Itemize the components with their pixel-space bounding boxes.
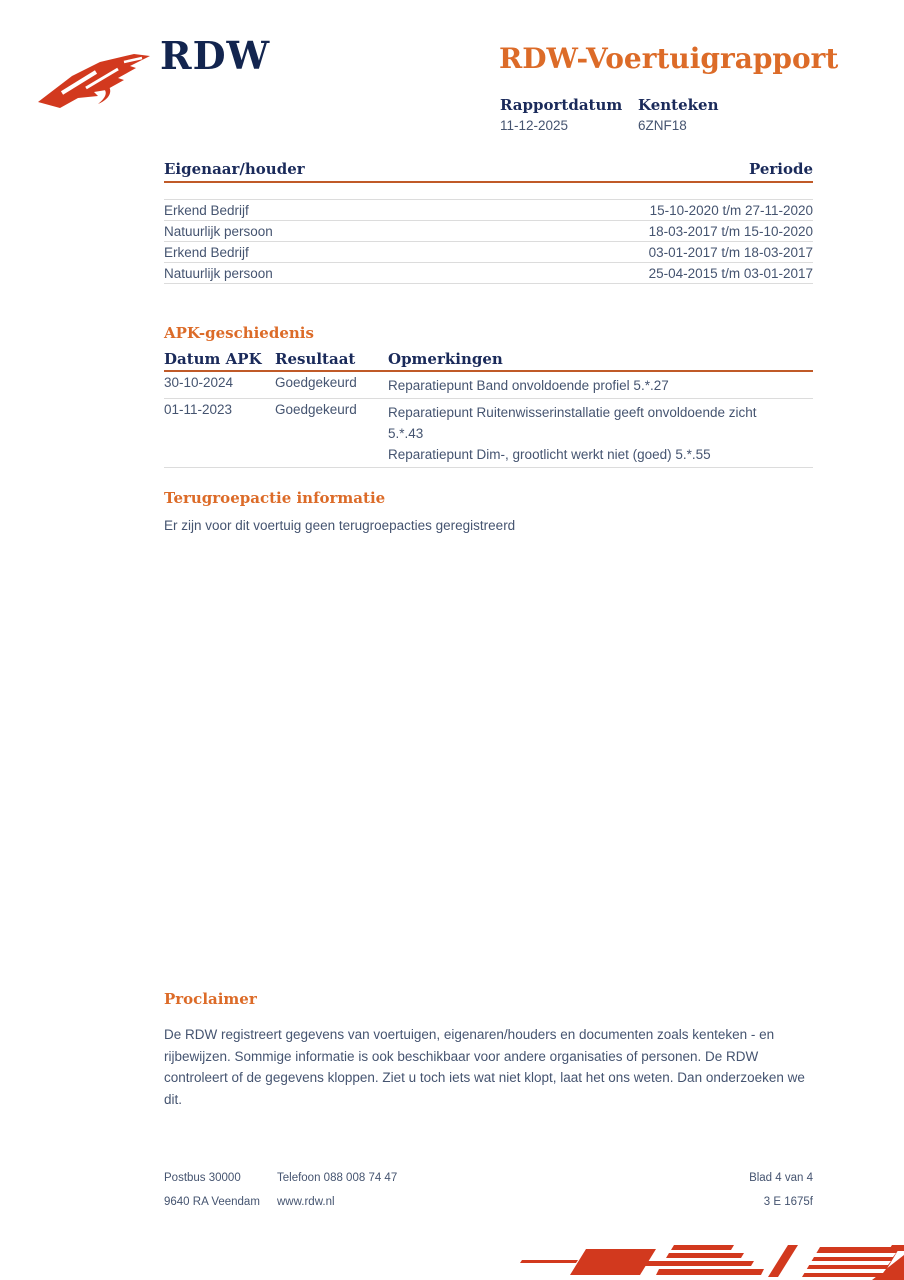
rdw-logo-feather-icon	[38, 52, 153, 114]
owner-column-header: Eigenaar/houder	[164, 160, 305, 178]
report-date-value: 11-12-2025	[500, 118, 569, 133]
owner-cell: Erkend Bedrijf	[164, 202, 249, 218]
apk-result-column-header: Resultaat	[275, 350, 356, 368]
table-row	[164, 242, 813, 263]
apk-result-cell: Goedgekeurd	[275, 402, 357, 417]
proclaimer-section	[164, 990, 814, 1110]
page-title: RDW-Voertuigrapport	[499, 42, 839, 75]
table-row	[164, 263, 813, 284]
footer-website: www.rdw.nl	[277, 1196, 335, 1208]
owner-cell: Erkend Bedrijf	[164, 244, 249, 260]
period-cell: 18-03-2017 t/m 15-10-2020	[648, 223, 813, 239]
period-cell: 03-01-2017 t/m 18-03-2017	[648, 244, 813, 260]
footer-form-code: 3 E 1675f	[763, 1196, 813, 1208]
table-row	[164, 221, 813, 242]
proclaimer-heading: Proclaimer	[164, 990, 257, 1008]
owner-history-table	[164, 160, 813, 284]
apk-history-section	[164, 324, 813, 468]
apk-remark: Reparatiepunt Ruitenwisserinstallatie geeft onvoldoende zicht	[388, 405, 757, 420]
license-plate-value: 6ZNF18	[638, 118, 687, 133]
footer-phone: Telefoon 088 008 74 47	[277, 1172, 398, 1184]
recall-section-heading: Terugroepactie informatie	[164, 489, 386, 507]
footer-address-line2: 9640 RA Veendam	[164, 1196, 260, 1208]
apk-remarks-column-header: Opmerkingen	[388, 350, 503, 368]
recall-text: Er zijn voor dit voertuig geen terugroepacties geregistreerd	[164, 518, 516, 533]
rdw-logo-text: RDW	[160, 33, 271, 78]
apk-date-cell: 30-10-2024	[164, 375, 234, 390]
table-row	[164, 372, 813, 399]
report-date-label: Rapportdatum	[500, 96, 623, 114]
owner-cell: Natuurlijk persoon	[164, 265, 273, 281]
apk-date-cell: 01-11-2023	[164, 402, 233, 417]
rdw-stripes-graphic	[520, 1243, 904, 1280]
apk-remark: Reparatiepunt Dim-, grootlicht werkt niet (goed) 5.*.55	[388, 447, 711, 462]
footer-page-indicator: Blad 4 van 4	[749, 1172, 813, 1184]
page-footer	[164, 1172, 813, 1220]
apk-remark: 5.*.43	[388, 426, 424, 441]
recall-section	[164, 489, 813, 536]
period-cell: 25-04-2015 t/m 03-01-2017	[648, 265, 813, 281]
table-row	[164, 399, 813, 468]
apk-date-column-header: Datum APK	[164, 350, 262, 368]
footer-address-line1: Postbus 30000	[164, 1172, 241, 1184]
apk-section-heading: APK-geschiedenis	[164, 324, 314, 342]
period-cell: 15-10-2020 t/m 27-11-2020	[649, 202, 813, 218]
divider	[164, 181, 813, 183]
table-row	[164, 200, 813, 221]
apk-result-cell: Goedgekeurd	[275, 375, 357, 390]
license-plate-label: Kenteken	[638, 96, 719, 114]
proclaimer-text: De RDW registreert gegevens van voertuigen, eigenaren/houders en documenten zoals kenteken - en rijbewijzen. Sommige informatie is ook beschikbaar voor andere organisaties of personen. De RDW controleert of de gegevens kloppen. Ziet u toch iets wat niet klopt, laat het ons weten. Dan onderzoeken we dit.	[164, 1027, 805, 1107]
owner-cell: Natuurlijk persoon	[164, 223, 273, 239]
apk-remark: Reparatiepunt Band onvoldoende profiel 5.*.27	[388, 378, 669, 393]
period-column-header: Periode	[748, 160, 813, 178]
